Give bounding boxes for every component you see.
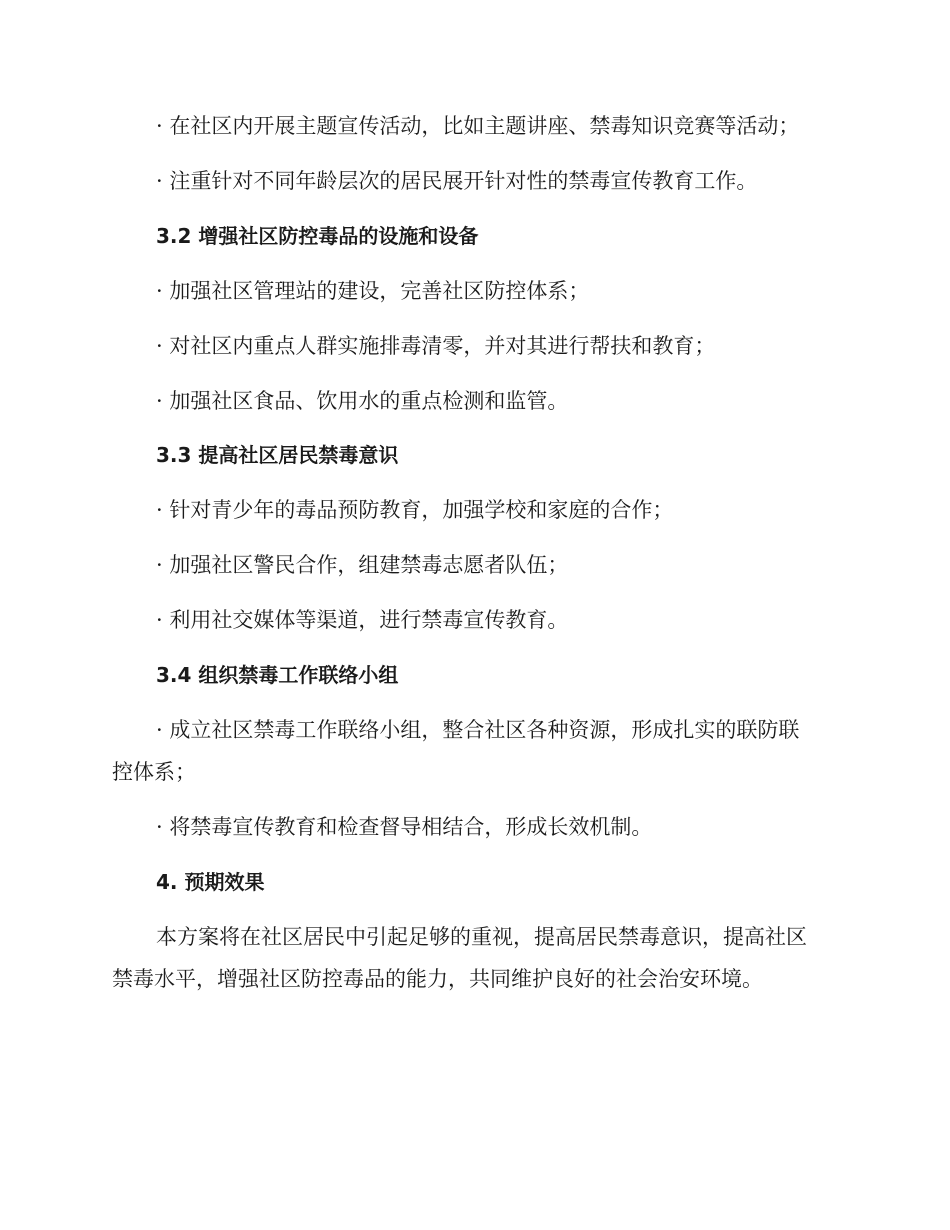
heading-3-2: 3.2 增强社区防控毒品的设施和设备	[156, 224, 479, 248]
bullet-police-cooperation: · 加强社区警民合作，组建禁毒志愿者队伍；	[156, 553, 569, 577]
heading-3-3: 3.3 提高社区居民禁毒意识	[156, 443, 399, 467]
paragraph-expected-effect-line2: 禁毒水平，增强社区防控毒品的能力，共同维护良好的社会治安环境。	[112, 967, 763, 991]
bullet-management-station: · 加强社区管理站的建设，完善社区防控体系；	[156, 279, 590, 303]
paragraph-expected-effect-line1: 本方案将在社区居民中引起足够的重视，提高居民禁毒意识，提高社区	[156, 925, 807, 949]
heading-4: 4. 预期效果	[156, 870, 265, 894]
bullet-theme-activities: · 在社区内开展主题宣传活动，比如主题讲座、禁毒知识竞赛等活动；	[156, 114, 800, 138]
heading-3-4: 3.4 组织禁毒工作联络小组	[156, 663, 399, 687]
bullet-youth-education: · 针对青少年的毒品预防教育，加强学校和家庭的合作；	[156, 498, 674, 522]
bullet-age-targeted: · 注重针对不同年龄层次的居民展开针对性的禁毒宣传教育工作。	[156, 169, 758, 193]
bullet-liaison-group-line2: 控体系；	[112, 760, 196, 784]
bullet-social-media: · 利用社交媒体等渠道，进行禁毒宣传教育。	[156, 608, 569, 632]
bullet-key-groups: · 对社区内重点人群实施排毒清零，并对其进行帮扶和教育；	[156, 334, 716, 358]
bullet-long-term-mechanism: · 将禁毒宣传教育和检查督导相结合，形成长效机制。	[156, 815, 653, 839]
bullet-food-water: · 加强社区食品、饮用水的重点检测和监管。	[156, 389, 569, 413]
bullet-liaison-group-line1: · 成立社区禁毒工作联络小组，整合社区各种资源，形成扎实的联防联	[156, 718, 800, 742]
